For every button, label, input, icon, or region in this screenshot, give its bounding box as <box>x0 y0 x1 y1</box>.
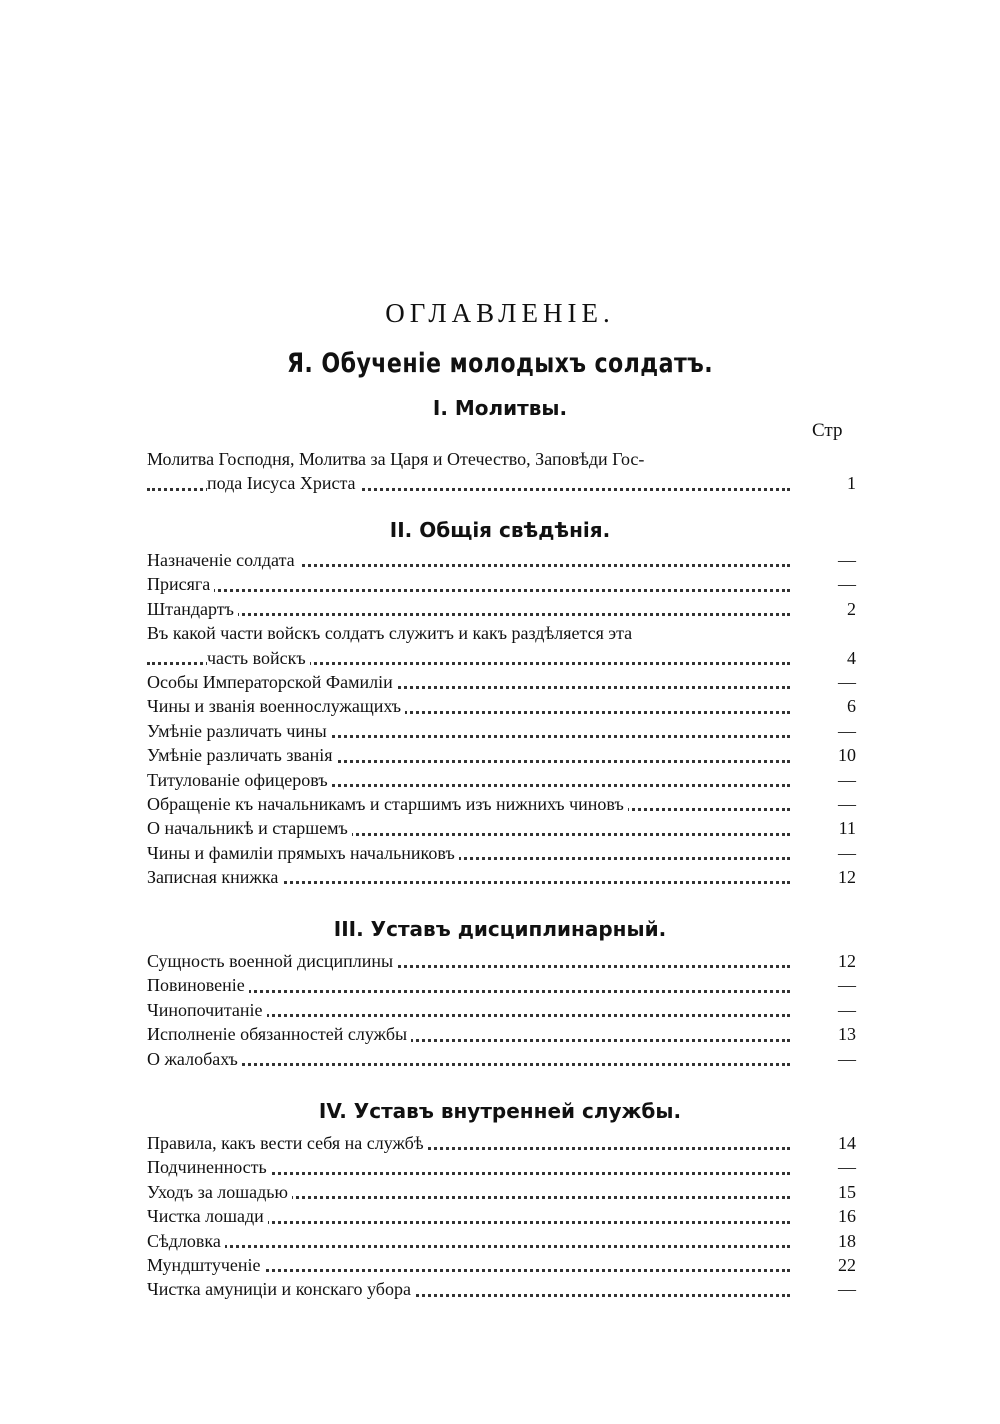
entry-text: Штандартъ <box>147 597 238 621</box>
entry-text: Мундштученіе <box>147 1253 265 1277</box>
toc-entry <box>147 768 856 792</box>
entry-page: — <box>838 550 856 570</box>
entry-page: — <box>838 1157 856 1178</box>
entry-text: О жалобахъ <box>147 1047 242 1071</box>
entry-page: 15 <box>838 1181 856 1202</box>
toc-entry <box>147 447 856 471</box>
entry-text: Подчиненность <box>147 1155 271 1179</box>
entry-page: — <box>838 769 856 790</box>
toc-entry <box>147 1204 856 1228</box>
entry-page: — <box>838 999 856 1020</box>
section-list-2 <box>147 548 856 889</box>
toc-entry <box>147 1022 856 1046</box>
section-heading-1: I. Молитвы. <box>432 396 568 420</box>
section-heading-4: IV. Уставъ внутренней службы. <box>318 1099 682 1123</box>
section-list-3 <box>147 949 856 1071</box>
entry-text: Въ какой части войскъ солдатъ служитъ и какъ раздѣляется эта <box>147 621 636 645</box>
toc-entry <box>147 841 856 865</box>
leader-dots <box>147 1063 790 1066</box>
entry-text: Записная книжка <box>147 865 282 889</box>
entry-page: 10 <box>838 745 856 766</box>
toc-entry <box>147 865 856 889</box>
entry-text: Сущность военной дисциплины <box>147 949 397 973</box>
entry-page: 16 <box>838 1206 856 1227</box>
entry-page: 4 <box>847 647 856 668</box>
toc-entry-continuation <box>147 646 856 670</box>
toc-entry <box>147 998 856 1022</box>
toc-entry <box>147 1229 856 1253</box>
entry-text: Правила, какъ вести себя на службѣ <box>147 1131 428 1155</box>
entry-text: Присяга <box>147 572 214 596</box>
entry-page: — <box>838 975 856 996</box>
toc-entry <box>147 816 856 840</box>
entry-text: О начальникѣ и старшемъ <box>147 816 352 840</box>
entry-text: Умѣніе различать званія <box>147 743 337 767</box>
toc-entry <box>147 949 856 973</box>
section-list-4 <box>147 1131 856 1302</box>
toc-entry <box>147 1131 856 1155</box>
section-list-1 <box>147 447 856 496</box>
toc-entry <box>147 973 856 997</box>
entry-page: 13 <box>838 1024 856 1045</box>
entry-page: 14 <box>838 1133 856 1153</box>
entry-text: Молитва Господня, Молитва за Царя и Отечество, Заповѣди Гос- <box>147 447 648 471</box>
section-heading-3: III. Уставъ дисциплинарный. <box>333 917 667 941</box>
entry-text: Исполненіе обязанностей службы <box>147 1022 411 1046</box>
entry-page: — <box>838 1048 856 1069</box>
entry-text: часть войскъ <box>207 646 310 670</box>
entry-text: Чистка лошади <box>147 1204 268 1228</box>
entry-page: 12 <box>838 951 856 971</box>
toc-entry <box>147 621 856 645</box>
entry-page: — <box>838 720 856 741</box>
entry-text: Особы Императорской Фамиліи <box>147 670 397 694</box>
entry-text: Обращеніе къ начальникамъ и старшимъ изъ нижнихъ чиновъ <box>147 792 628 816</box>
toc-entry <box>147 670 856 694</box>
entry-page: — <box>838 1279 856 1300</box>
toc-entry <box>147 1277 856 1301</box>
entry-text: Сѣдловка <box>147 1229 225 1253</box>
toc-entry <box>147 1155 856 1179</box>
toc-entry <box>147 1047 856 1071</box>
entry-text: пода Іисуса Христа <box>207 471 360 495</box>
leader-dots <box>147 589 790 592</box>
toc-entry <box>147 792 856 816</box>
toc-entry <box>147 572 856 596</box>
entry-text: Чины и фамиліи прямыхъ начальниковъ <box>147 841 459 865</box>
entry-page: — <box>838 842 856 863</box>
entry-page: — <box>838 671 856 692</box>
entry-page: 11 <box>838 818 856 839</box>
entry-text: Титулованіе офицеровъ <box>147 768 332 792</box>
entry-text: Умѣніе различать чины <box>147 719 331 743</box>
entry-page: 12 <box>838 867 856 888</box>
part-heading: Я. Обученіе молодыхъ солдатъ. <box>286 348 714 379</box>
entry-text: Чины и званія военнослужащихъ <box>147 694 405 718</box>
toc-entry <box>147 1180 856 1204</box>
entry-page: — <box>838 574 856 595</box>
page-column-label: Стр <box>812 420 843 441</box>
entry-page: 2 <box>847 598 856 619</box>
entry-text: Чинопочитаніе <box>147 998 267 1022</box>
entry-text: Назначеніе солдата <box>147 548 299 572</box>
entry-text: Уходъ за лошадью <box>147 1180 292 1204</box>
toc-entry <box>147 1253 856 1277</box>
toc-entry <box>147 694 856 718</box>
toc-entry <box>147 597 856 621</box>
toc-entry <box>147 548 856 572</box>
section-heading-2: II. Общія свѣдѣнія. <box>389 518 611 542</box>
leader-dots <box>147 613 790 616</box>
entry-page: 18 <box>838 1230 856 1251</box>
page-title: ОГЛАВЛЕНІЕ. <box>385 298 615 328</box>
toc-entry-continuation <box>147 471 856 495</box>
toc-entry <box>147 743 856 767</box>
entry-page: 22 <box>838 1254 856 1275</box>
entry-text: Чистка амуниціи и конскаго убора <box>147 1277 415 1301</box>
leader-dots <box>147 1245 790 1248</box>
entry-page: 1 <box>847 473 856 494</box>
entry-page: 6 <box>847 696 856 717</box>
entry-page: — <box>838 793 856 814</box>
toc-entry <box>147 719 856 743</box>
entry-text: Повиновеніе <box>147 973 249 997</box>
